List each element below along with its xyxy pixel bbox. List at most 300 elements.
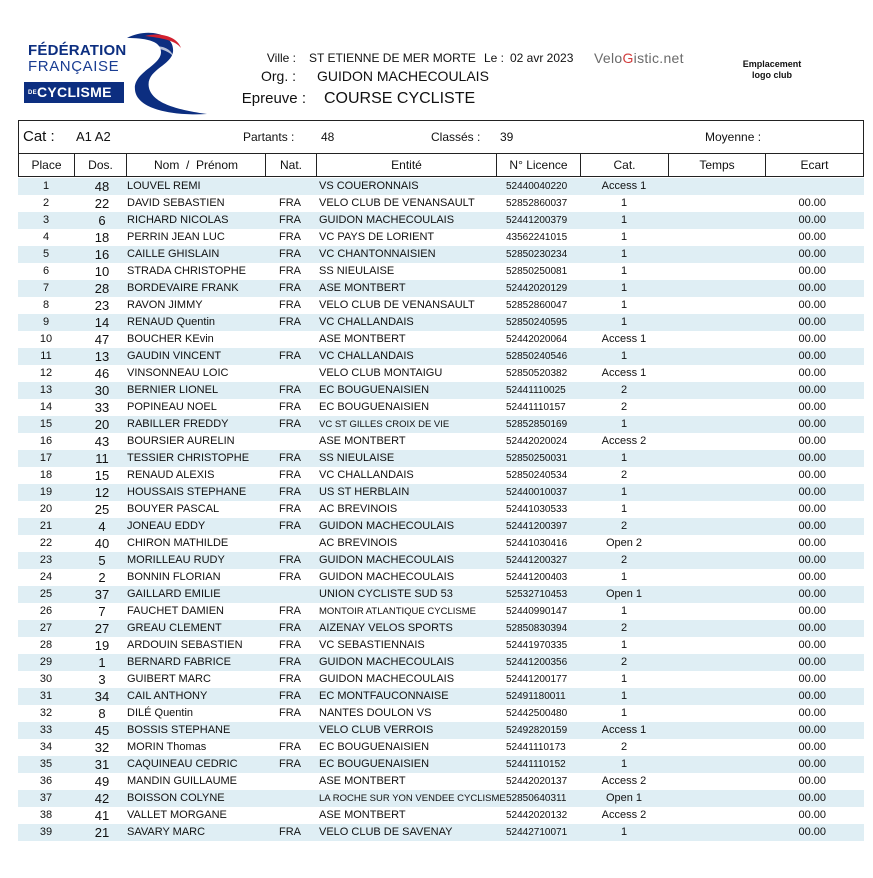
entity-cell: GUIDON MACHECOULAIS (319, 656, 455, 668)
licence-cell: 52441200327 (506, 555, 568, 566)
place-cell: 16 (39, 435, 53, 447)
licence-cell: 52852850169 (506, 419, 568, 430)
place-cell: 35 (39, 758, 53, 770)
name-cell: BOISSON COLYNE (127, 792, 225, 804)
name-cell: BERNARD FABRICE (127, 656, 231, 668)
entity-cell: SS NIEULAISE (319, 265, 395, 277)
category-cell: 1 (620, 265, 628, 277)
category-cell: 2 (620, 469, 628, 481)
category-cell: 1 (620, 197, 628, 209)
org-label: Org. : (260, 68, 296, 84)
entity-cell: GUIDON MACHECOULAIS (319, 571, 455, 583)
epreuve-label: Epreuve : (241, 90, 306, 107)
dossard-cell: 40 (94, 536, 110, 551)
place-cell: 30 (39, 673, 53, 685)
name-cell: GAILLARD EMILIE (127, 588, 221, 600)
name-cell: SAVARY MARC (127, 826, 206, 838)
category-cell: 1 (620, 316, 628, 328)
dossard-cell: 49 (94, 774, 110, 789)
category-cell: Access 1 (601, 367, 647, 379)
ecart-cell: 00.00 (798, 724, 826, 736)
table-row (18, 433, 864, 450)
nationality-cell: FRA (279, 469, 301, 481)
logo-band (24, 82, 124, 103)
licence-cell: 52440040220 (506, 181, 568, 192)
dossard-cell: 37 (94, 587, 110, 602)
place-cell: 32 (39, 707, 53, 719)
ecart-cell: 00.00 (798, 537, 826, 549)
nationality-cell: FRA (279, 707, 301, 719)
licence-cell: 52852860047 (506, 300, 568, 311)
nationality-cell: FRA (279, 401, 301, 413)
place-cell: 22 (39, 537, 53, 549)
ecart-cell: 00.00 (798, 486, 826, 498)
category-cell: 2 (620, 741, 628, 753)
licence-cell: 52850520382 (506, 368, 568, 379)
dossard-cell: 14 (94, 315, 110, 330)
licence-cell: 52441200177 (506, 674, 568, 685)
date-label: Le : (484, 51, 505, 65)
category-cell: 1 (620, 690, 628, 702)
ecart-cell: 00.00 (798, 282, 826, 294)
licence-cell: 52441030533 (506, 504, 568, 515)
entity-cell: GUIDON MACHECOULAIS (319, 520, 455, 532)
logo-band-text: CYCLISME (37, 84, 112, 100)
nationality-cell: FRA (279, 656, 301, 668)
category-cell: 1 (620, 299, 628, 311)
col-nat: Nat. (266, 154, 317, 176)
ecart-cell: 00.00 (798, 622, 826, 634)
dossard-cell: 32 (94, 740, 110, 755)
entity-cell: VC SEBASTIENNAIS (319, 639, 425, 651)
table-row (18, 807, 864, 824)
licence-cell: 52532710453 (506, 589, 568, 600)
table-row (18, 331, 864, 348)
nationality-cell: FRA (279, 299, 301, 311)
ffc-logo-text (28, 43, 126, 75)
ecart-cell: 00.00 (798, 605, 826, 617)
name-cell: RENAUD ALEXIS (127, 469, 215, 481)
licence-cell: 52440990147 (506, 606, 568, 617)
category-cell: 2 (620, 656, 628, 668)
table-row (18, 484, 864, 501)
entity-cell: VC PAYS DE LORIENT (319, 231, 435, 243)
nationality-cell: FRA (279, 520, 301, 532)
club-logo-placeholder: Emplacement logo club (742, 59, 802, 80)
place-cell: 31 (39, 690, 53, 702)
ecart-cell: 00.00 (798, 809, 826, 821)
table-row (18, 348, 864, 365)
dossard-cell: 25 (94, 502, 110, 517)
entity-cell: VELO CLUB VERROIS (319, 724, 434, 736)
place-cell: 24 (39, 571, 53, 583)
licence-cell: 52441200356 (506, 657, 568, 668)
ecart-cell: 00.00 (798, 775, 826, 787)
logo-line2: FRANÇAISE (28, 58, 120, 75)
dossard-cell: 12 (94, 485, 110, 500)
dossard-cell: 27 (94, 621, 110, 636)
category-cell: 1 (620, 282, 628, 294)
category-cell: 1 (620, 707, 628, 719)
dossard-cell: 28 (94, 281, 110, 296)
ecart-cell: 00.00 (798, 741, 826, 753)
category-cell: 2 (620, 401, 628, 413)
name-cell: BOSSIS STEPHANE (127, 724, 231, 736)
place-cell: 23 (39, 554, 53, 566)
table-row (18, 297, 864, 314)
classes-value: 39 (500, 130, 514, 144)
nationality-cell: FRA (279, 571, 301, 583)
table-row (18, 399, 864, 416)
licence-cell: 52441200379 (506, 215, 568, 226)
ecart-cell: 00.00 (798, 639, 826, 651)
table-row (18, 637, 864, 654)
ecart-cell: 00.00 (798, 418, 826, 430)
name-cell: MANDIN GUILLAUME (127, 775, 238, 787)
entity-cell: GUIDON MACHECOULAIS (319, 554, 455, 566)
licence-cell: 52850240546 (506, 351, 568, 362)
ecart-cell: 00.00 (798, 197, 826, 209)
licence-cell: 52441970335 (506, 640, 568, 651)
table-row (18, 739, 864, 756)
ecart-cell: 00.00 (798, 265, 826, 277)
table-row (18, 603, 864, 620)
table-row (18, 246, 864, 263)
cat-label: Cat : (23, 128, 55, 145)
nationality-cell: FRA (279, 639, 301, 651)
name-cell: VINSONNEAU LOIC (127, 367, 229, 379)
category-cell: 1 (620, 639, 628, 651)
nationality-cell: FRA (279, 486, 301, 498)
entity-cell: VC CHANTONNAISIEN (319, 248, 436, 260)
dossard-cell: 33 (94, 400, 110, 415)
entity-cell: GUIDON MACHECOULAIS (319, 214, 455, 226)
name-cell: DAVID SEBASTIEN (127, 197, 225, 209)
ecart-cell: 00.00 (798, 469, 826, 481)
date-value: 02 avr 2023 (510, 51, 574, 65)
results-table (18, 178, 864, 841)
table-row (18, 263, 864, 280)
dossard-cell: 16 (94, 247, 110, 262)
place-cell: 27 (39, 622, 53, 634)
nationality-cell: FRA (279, 622, 301, 634)
table-row (18, 195, 864, 212)
col-temps: Temps (669, 154, 766, 176)
name-cell: FAUCHET DAMIEN (127, 605, 224, 617)
place-cell: 3 (42, 214, 50, 226)
place-cell: 33 (39, 724, 53, 736)
entity-cell: VS COUERONNAIS (319, 180, 419, 192)
name-cell: BOURSIER AURELIN (127, 435, 235, 447)
logo-band-prefix: DE (28, 89, 37, 96)
entity-cell: AC BREVINOIS (319, 537, 398, 549)
entity-cell: EC MONTFAUCONNAISE (319, 690, 449, 702)
table-row (18, 773, 864, 790)
place-cell: 12 (39, 367, 53, 379)
place-cell: 2 (42, 197, 50, 209)
entity-cell: VC ST GILLES CROIX DE VIE (319, 419, 450, 430)
dossard-cell: 15 (94, 468, 110, 483)
dossard-cell: 7 (98, 604, 106, 619)
entity-cell: AIZENAY VELOS SPORTS (319, 622, 453, 634)
dossard-cell: 3 (98, 672, 106, 687)
category-cell: Access 1 (601, 180, 647, 192)
entity-cell: EC BOUGUENAISIEN (319, 741, 430, 753)
dossard-cell: 22 (94, 196, 110, 211)
place-cell: 21 (39, 520, 53, 532)
dossard-cell: 1 (98, 655, 106, 670)
ecart-cell: 00.00 (798, 656, 826, 668)
table-row (18, 705, 864, 722)
place-cell: 13 (39, 384, 53, 396)
col-nom: Nom / Prénom (127, 154, 266, 176)
entity-cell: SS NIEULAISE (319, 452, 395, 464)
entity-cell: ASE MONTBERT (319, 775, 406, 787)
dossard-cell: 8 (98, 706, 106, 721)
category-cell: 1 (620, 214, 628, 226)
place-cell: 19 (39, 486, 53, 498)
table-row (18, 416, 864, 433)
ecart-cell: 00.00 (798, 248, 826, 260)
dossard-cell: 43 (94, 434, 110, 449)
name-cell: GAUDIN VINCENT (127, 350, 222, 362)
licence-cell: 52442020024 (506, 436, 568, 447)
name-cell: TESSIER CHRISTOPHE (127, 452, 250, 464)
licence-cell: 52442500480 (506, 708, 568, 719)
category-cell: 2 (620, 622, 628, 634)
name-cell: RAVON JIMMY (127, 299, 203, 311)
ecart-cell: 00.00 (798, 758, 826, 770)
table-row (18, 518, 864, 535)
velogistic-brand (594, 50, 684, 66)
name-cell: BORDEVAIRE FRANK (127, 282, 239, 294)
place-cell: 37 (39, 792, 53, 804)
name-cell: BERNIER LIONEL (127, 384, 219, 396)
nationality-cell: FRA (279, 316, 301, 328)
ecart-cell: 00.00 (798, 503, 826, 515)
table-row (18, 450, 864, 467)
logo-line1: FÉDÉRATION (28, 42, 127, 59)
licence-cell: 52442710071 (506, 827, 568, 838)
dossard-cell: 10 (94, 264, 110, 279)
nationality-cell: FRA (279, 826, 301, 838)
licence-cell: 52441200403 (506, 572, 568, 583)
nationality-cell: FRA (279, 214, 301, 226)
cat-value: A1 A2 (76, 129, 111, 144)
dossard-cell: 46 (94, 366, 110, 381)
category-cell: 1 (620, 503, 628, 515)
classes-label: Classés : (431, 130, 481, 144)
table-row (18, 212, 864, 229)
licence-cell: 52850250081 (506, 266, 568, 277)
name-cell: LOUVEL REMI (127, 180, 201, 192)
place-cell: 20 (39, 503, 53, 515)
table-row (18, 314, 864, 331)
category-cell: 2 (620, 520, 628, 532)
table-row (18, 552, 864, 569)
name-cell: GUIBERT MARC (127, 673, 211, 685)
name-cell: MORIN Thomas (127, 741, 207, 753)
col-licence: N° Licence (497, 154, 581, 176)
name-cell: CAQUINEAU CEDRIC (127, 758, 238, 770)
table-row (18, 569, 864, 586)
category-cell: 1 (620, 248, 628, 260)
ecart-cell: 00.00 (798, 333, 826, 345)
category-cell: Access 1 (601, 724, 647, 736)
category-cell: 1 (620, 673, 628, 685)
dossard-cell: 31 (94, 757, 110, 772)
results-header (18, 154, 864, 177)
name-cell: CHIRON MATHILDE (127, 537, 229, 549)
entity-cell: ASE MONTBERT (319, 809, 406, 821)
licence-cell: 52850830394 (506, 623, 568, 634)
category-cell: 1 (620, 486, 628, 498)
entity-cell: VC CHALLANDAIS (319, 469, 414, 481)
category-cell: 1 (620, 758, 628, 770)
brand-g: G (622, 50, 634, 66)
nationality-cell: FRA (279, 673, 301, 685)
dossard-cell: 30 (94, 383, 110, 398)
place-cell: 1 (42, 180, 50, 192)
nationality-cell: FRA (279, 452, 301, 464)
ecart-cell: 00.00 (798, 826, 826, 838)
col-place: Place (19, 154, 75, 176)
ecart-cell: 00.00 (798, 435, 826, 447)
licence-cell: 52492820159 (506, 725, 568, 736)
place-cell: 28 (39, 639, 53, 651)
col-ecart: Ecart (800, 158, 829, 172)
nationality-cell: FRA (279, 231, 301, 243)
place-cell: 4 (42, 231, 50, 243)
nationality-cell: FRA (279, 350, 301, 362)
col-dos: Dos. (75, 154, 127, 176)
place-cell: 15 (39, 418, 53, 430)
dossard-cell: 21 (94, 825, 110, 840)
category-cell: Access 2 (601, 809, 647, 821)
category-cell: Open 1 (605, 588, 643, 600)
partants-value: 48 (321, 130, 335, 144)
dossard-cell: 20 (94, 417, 110, 432)
place-cell: 26 (39, 605, 53, 617)
name-cell: HOUSSAIS STEPHANE (127, 486, 247, 498)
dossard-cell: 34 (94, 689, 110, 704)
nationality-cell: FRA (279, 248, 301, 260)
place-cell: 5 (42, 248, 50, 260)
category-box (18, 120, 864, 154)
licence-cell: 52440010037 (506, 487, 568, 498)
place-cell: 39 (39, 826, 53, 838)
entity-cell: VC CHALLANDAIS (319, 350, 414, 362)
dossard-cell: 23 (94, 298, 110, 313)
place-cell: 38 (39, 809, 53, 821)
name-cell: VALLET MORGANE (127, 809, 227, 821)
entity-cell: EC BOUGUENAISIEN (319, 758, 430, 770)
name-cell: ARDOUIN SEBASTIEN (127, 639, 243, 651)
category-cell: Access 2 (601, 435, 647, 447)
ecart-cell: 00.00 (798, 520, 826, 532)
category-cell: Open 1 (605, 792, 643, 804)
table-row (18, 501, 864, 518)
place-cell: 17 (39, 452, 53, 464)
name-cell: STRADA CHRISTOPHE (127, 265, 246, 277)
name-cell: GREAU CLEMENT (127, 622, 222, 634)
nationality-cell: FRA (279, 690, 301, 702)
ecart-cell: 00.00 (798, 214, 826, 226)
dossard-cell: 47 (94, 332, 110, 347)
dossard-cell: 48 (94, 179, 110, 194)
ecart-cell: 00.00 (798, 571, 826, 583)
nationality-cell: FRA (279, 197, 301, 209)
dossard-cell: 5 (98, 553, 106, 568)
entity-cell: EC BOUGUENAISIEN (319, 401, 430, 413)
dossard-cell: 19 (94, 638, 110, 653)
table-row (18, 620, 864, 637)
entity-cell: VELO CLUB DE VENANSAULT (319, 197, 475, 209)
place-cell: 36 (39, 775, 53, 787)
table-row (18, 671, 864, 688)
licence-cell: 52850240534 (506, 470, 568, 481)
ecart-cell: 00.00 (798, 588, 826, 600)
entity-cell: AC BREVINOIS (319, 503, 398, 515)
licence-cell: 52850250031 (506, 453, 568, 464)
category-cell: 2 (620, 384, 628, 396)
licence-cell: 52491180011 (506, 691, 566, 702)
entity-cell: ASE MONTBERT (319, 282, 406, 294)
ecart-cell: 00.00 (798, 231, 826, 243)
licence-cell: 52441110152 (506, 759, 566, 770)
nationality-cell: FRA (279, 605, 301, 617)
place-cell: 11 (40, 350, 52, 362)
licence-cell: 52442020137 (506, 776, 568, 787)
name-cell: BONNIN FLORIAN (127, 571, 221, 583)
table-row (18, 790, 864, 807)
entity-cell: VELO CLUB DE VENANSAULT (319, 299, 475, 311)
place-cell: 18 (39, 469, 53, 481)
category-cell: 1 (620, 350, 628, 362)
name-cell: CAIL ANTHONY (127, 690, 208, 702)
category-cell: 1 (620, 452, 628, 464)
ecart-cell: 00.00 (798, 554, 826, 566)
nationality-cell: FRA (279, 503, 301, 515)
brand-velo: Velo (594, 50, 623, 66)
category-cell: 1 (620, 418, 628, 430)
ville-value: ST ETIENNE DE MER MORTE (309, 51, 476, 65)
category-cell: Access 1 (601, 333, 647, 345)
table-row (18, 586, 864, 603)
table-row (18, 654, 864, 671)
nationality-cell: FRA (279, 282, 301, 294)
entity-cell: ASE MONTBERT (319, 435, 406, 447)
name-cell: BOUCHER KEvin (127, 333, 214, 345)
nationality-cell: FRA (279, 265, 301, 277)
table-row (18, 178, 864, 195)
place-cell: 8 (42, 299, 50, 311)
table-row (18, 824, 864, 841)
name-cell: RENAUD Quentin (127, 316, 216, 328)
licence-cell: 52850230234 (506, 249, 568, 260)
table-row (18, 467, 864, 484)
nationality-cell: FRA (279, 418, 301, 430)
category-cell: 1 (620, 826, 628, 838)
name-cell: CAILLE GHISLAIN (127, 248, 220, 260)
name-cell: JONEAU EDDY (127, 520, 206, 532)
licence-cell: 52442020132 (506, 810, 568, 821)
ecart-cell: 00.00 (798, 299, 826, 311)
ecart-cell: 00.00 (798, 316, 826, 328)
dossard-cell: 2 (98, 570, 106, 585)
entity-cell: MONTOIR ATLANTIQUE CYCLISME (319, 606, 476, 617)
name-cell: POPINEAU NOEL (127, 401, 217, 413)
